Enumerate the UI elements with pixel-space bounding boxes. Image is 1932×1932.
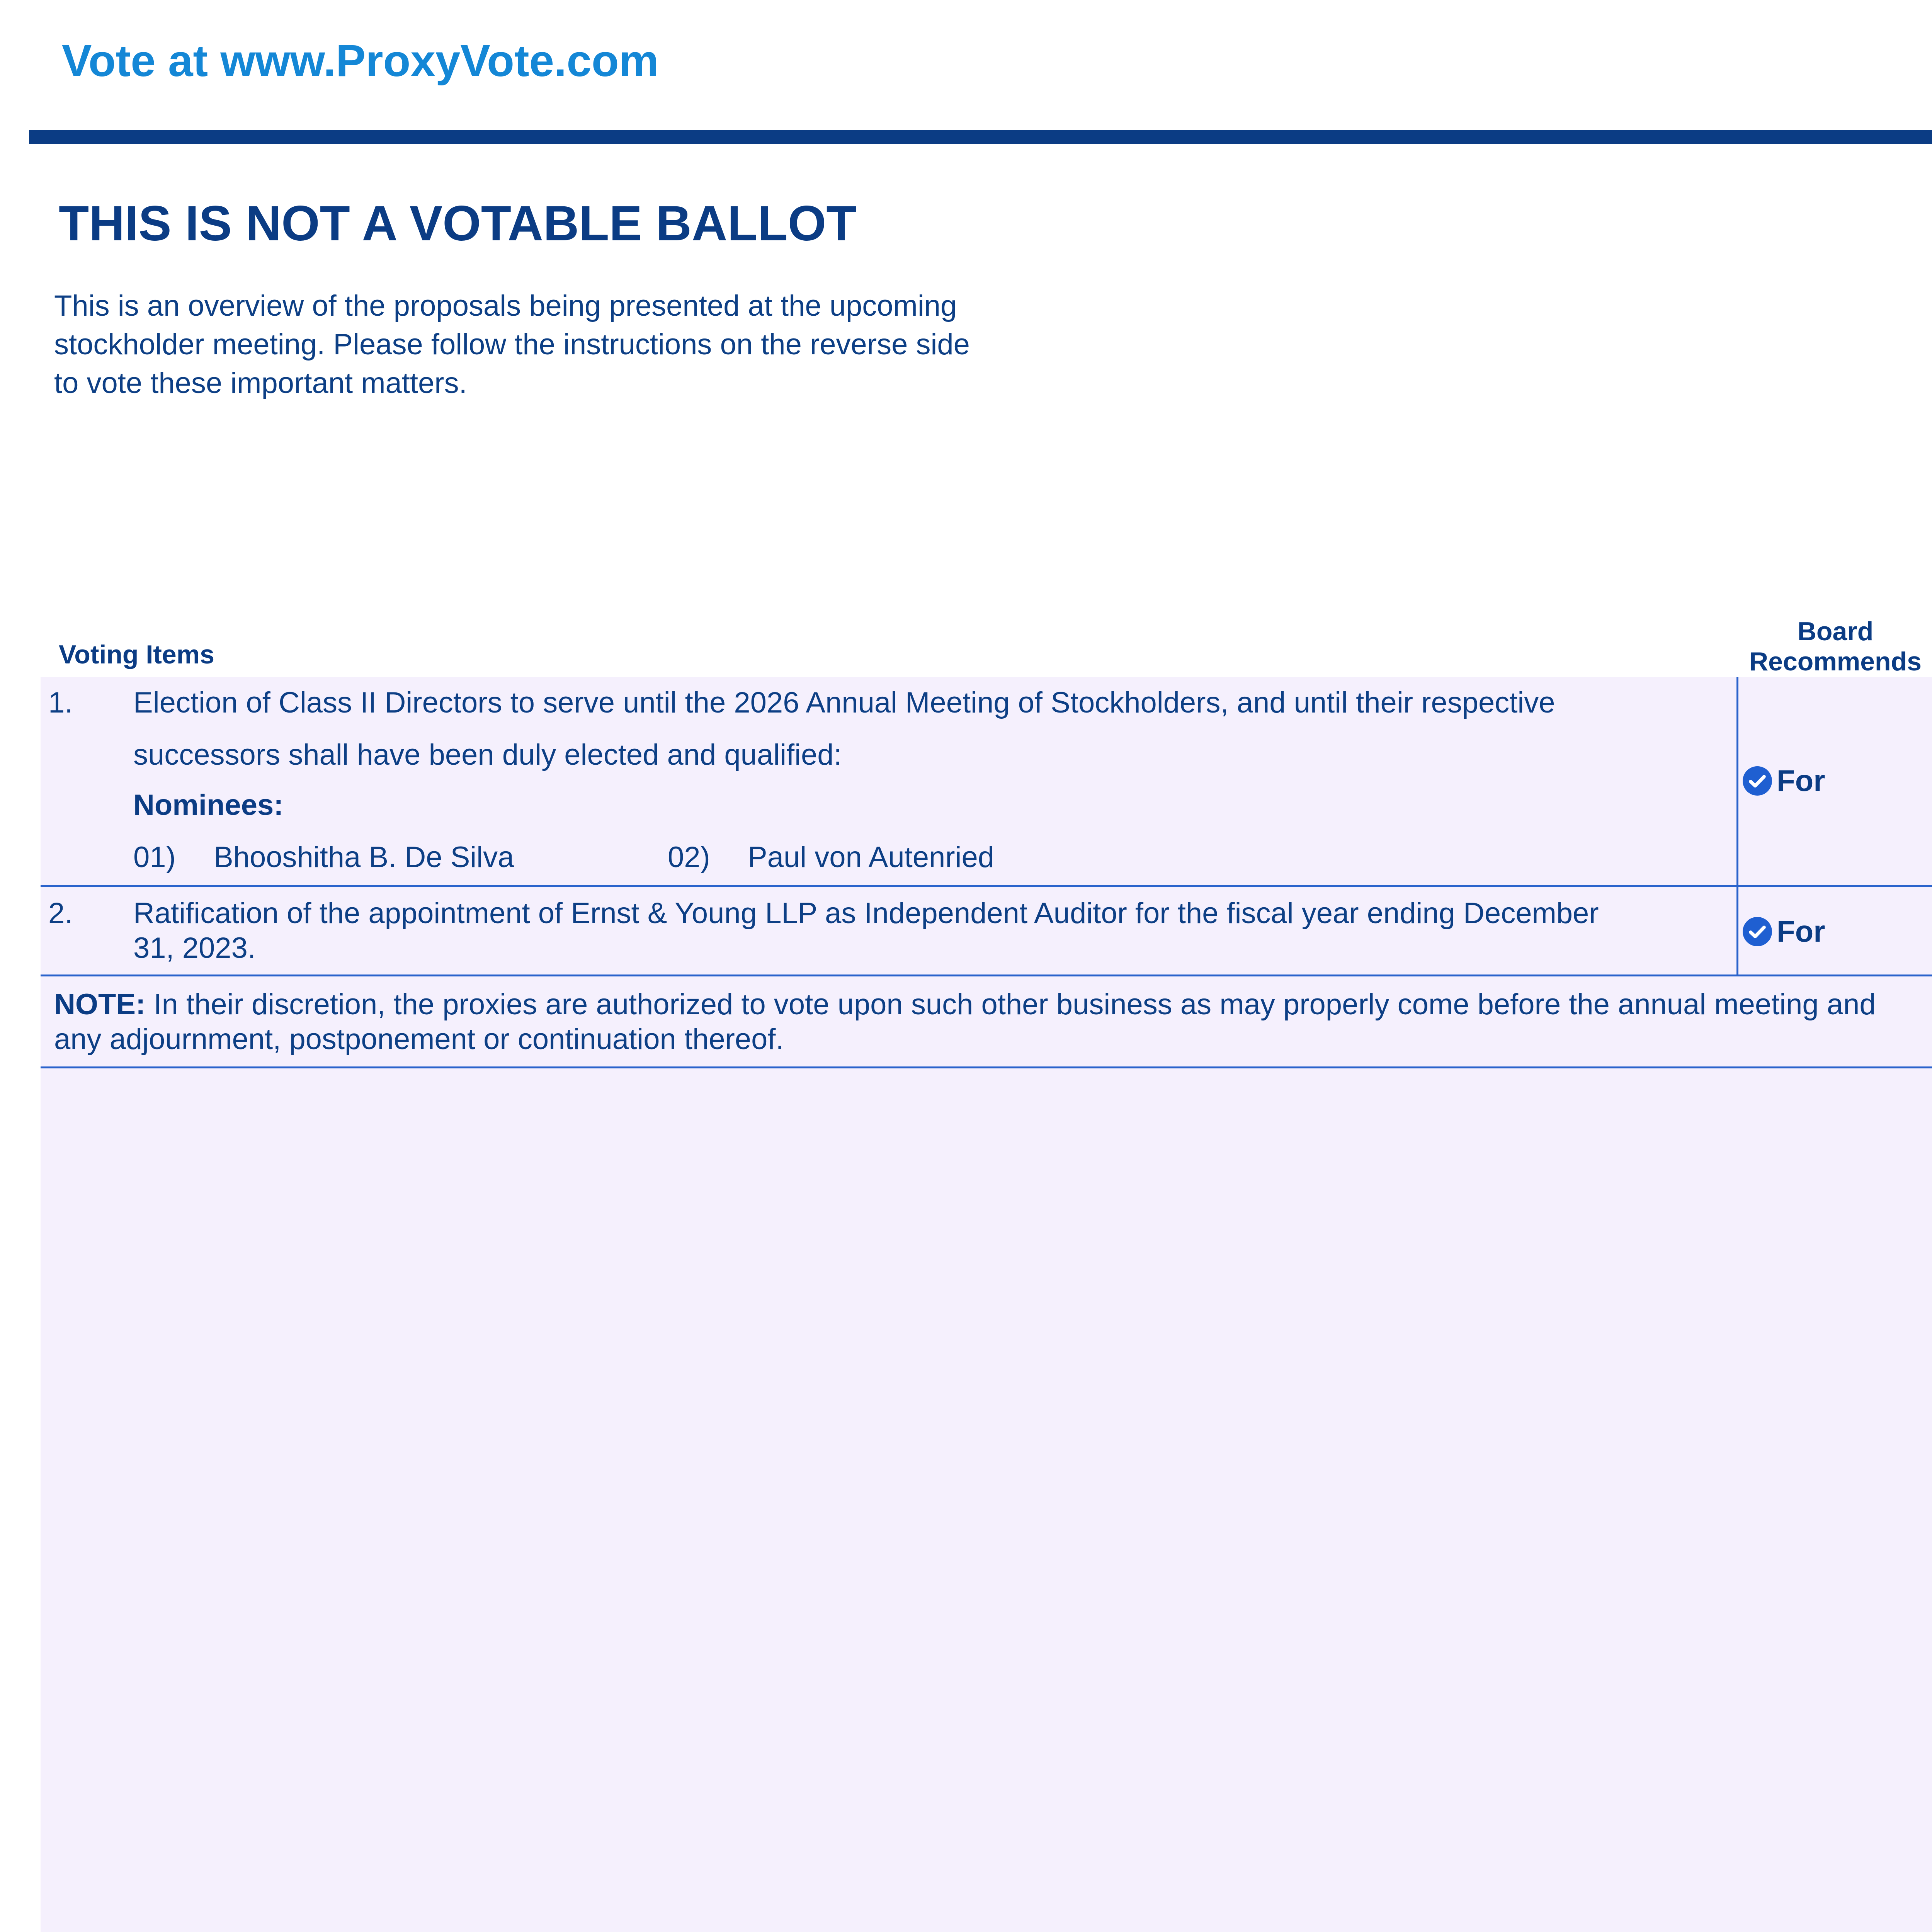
board-recommendation: [1743, 914, 1825, 949]
nominees-label: Nominees:: [133, 789, 284, 821]
row-divider: [41, 1066, 1932, 1068]
row-divider: [41, 975, 1932, 976]
nominee-name: Bhooshitha B. De Silva: [214, 841, 514, 874]
nominee-name: Paul von Autenried: [748, 841, 995, 874]
item-number: 1.: [48, 686, 73, 719]
proxyvote-link[interactable]: Vote at www.ProxyVote.com: [62, 36, 659, 86]
nominee-number: 02): [668, 841, 710, 874]
item-text-line: 31, 2023.: [133, 932, 256, 964]
page-title: THIS IS NOT A VOTABLE BALLOT: [59, 196, 857, 251]
check-circle-icon: [1743, 917, 1772, 946]
voting-items-header: Voting Items: [59, 640, 214, 669]
column-divider: [1736, 886, 1738, 975]
column-divider: [1736, 677, 1738, 886]
check-circle-icon: [1743, 766, 1772, 796]
intro-paragraph: This is an overview of the proposals being presented at the upcoming stockholder meeting. Please follow the instructions on the reverse side to vote these important matters.: [54, 289, 970, 400]
note-label: NOTE:: [54, 988, 146, 1021]
header-divider: [29, 130, 1932, 144]
nominee-number: 01): [133, 841, 176, 874]
item-text-line: successors shall have been duly elected and qualified:: [133, 738, 842, 771]
note-paragraph: [54, 987, 1928, 1057]
note-text: In their discretion, the proxies are authorized to vote upon such other business as may properly come before the annual meeting and any adjournment, postponement or continuation thereof.: [54, 988, 1876, 1056]
board-recommendation: [1743, 763, 1825, 798]
item-number: 2.: [48, 897, 73, 930]
recommendation-label: For: [1777, 914, 1825, 948]
recommendation-label: For: [1777, 764, 1825, 798]
board-recommends-header: Board Recommends: [1749, 617, 1922, 676]
item-text-line: Ratification of the appointment of Ernst & Young LLP as Independent Auditor for the fiscal year ending December: [133, 897, 1599, 930]
row-divider: [41, 885, 1932, 887]
item-text-line: Election of Class II Directors to serve until the 2026 Annual Meeting of Stockholders, and until their respective: [133, 686, 1555, 719]
